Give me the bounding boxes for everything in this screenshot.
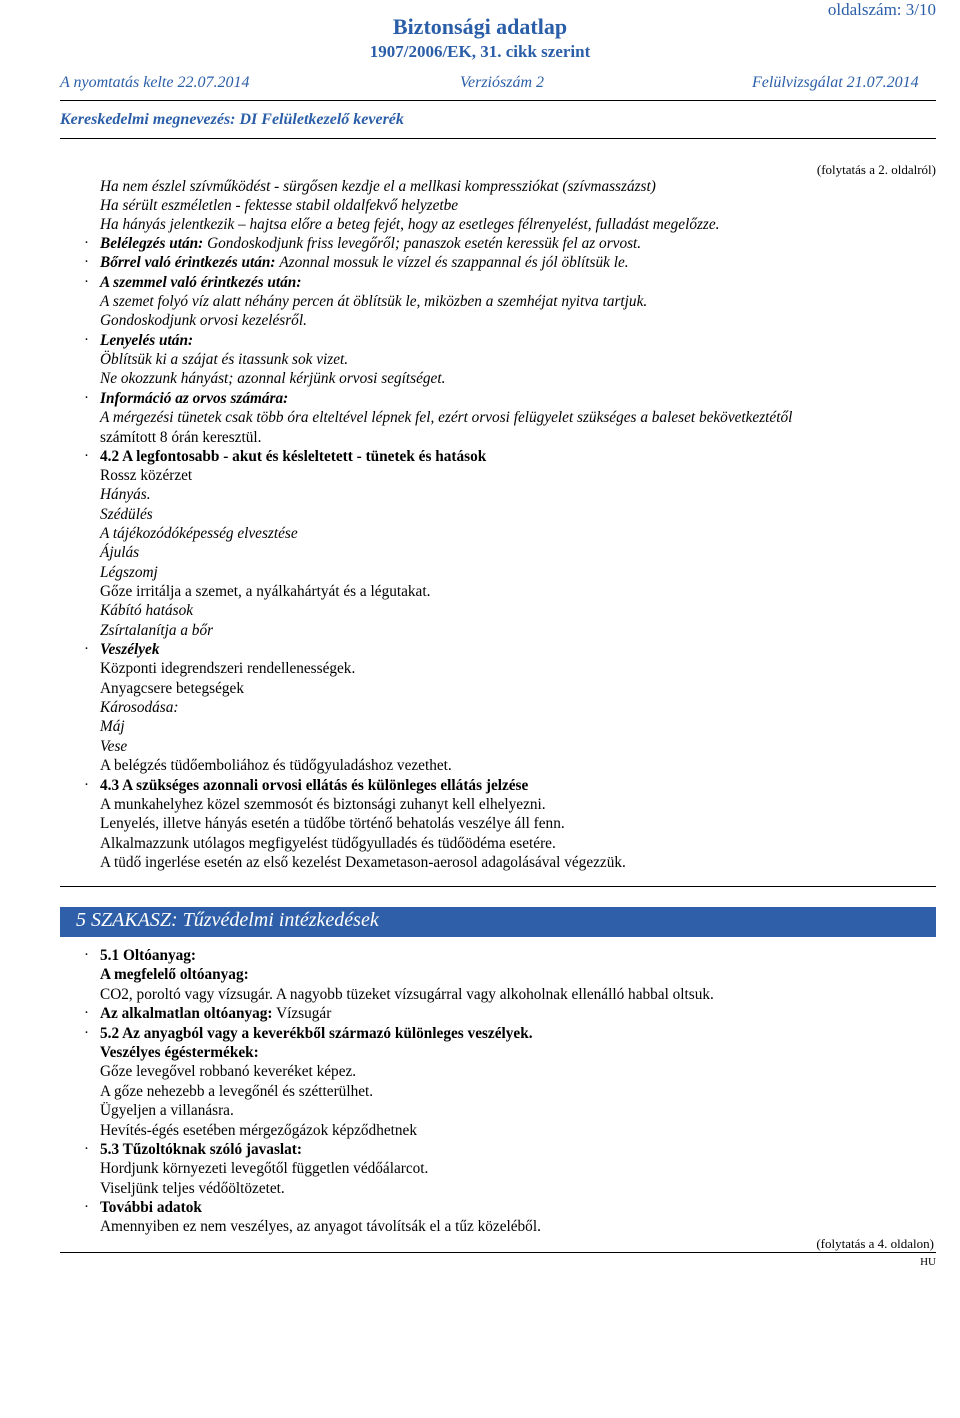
bullet: · xyxy=(84,777,89,793)
subsection-title: 3 A szükséges azonnali orvosi ellátás és különleges ellátás jelzése xyxy=(111,777,529,794)
recovery-position-instruction: Ha sérült eszméletlen - fektesse stabil oldalfekvő helyzetbe xyxy=(100,197,459,214)
suitable-media-text: CO2, poroltó vagy vízsugár. A nagyobb tüzeket vízsugárral vagy alkoholnak ellenálló habbal oltsuk. xyxy=(100,986,714,1003)
cpr-instruction: Ha nem észlel szívműködést - sürgősen kezdje el a mellkasi kompressziókat (szívmasszázst) xyxy=(100,178,656,195)
version-number: Verziószám 2 xyxy=(460,74,545,91)
doctor-info-text-2: számított 8 órán keresztül. xyxy=(100,429,262,446)
hazard-item: Központi idegrendszeri rendellenességek. xyxy=(100,660,356,677)
hazards-label: Veszélyek xyxy=(100,641,160,658)
symptom-item: Rossz közérzet xyxy=(100,467,193,484)
ingestion-text-1: Öblítsük ki a szájat és itassunk sok vizet. xyxy=(100,351,349,368)
bullet: · xyxy=(84,1199,89,1215)
bullet: · xyxy=(84,947,89,963)
combustion-products-label: Veszélyes égéstermékek: xyxy=(100,1044,259,1061)
bullet: · xyxy=(84,641,89,657)
subsection-4-3-heading xyxy=(100,776,528,795)
subsection-4-2-heading xyxy=(100,447,486,466)
skin-contact-text: Azonnal mossuk le vízzel és szappannal és jól öblítsük le. xyxy=(279,254,629,271)
combustion-item: Hevítés-égés esetében mérgezőgázok képződhetnek xyxy=(100,1122,417,1139)
combustion-item: A gőze nehezebb a levegőnél és szétterülhet. xyxy=(100,1083,374,1100)
subsection-5-3-heading: 5.3 Tűzoltóknak szóló javaslat: xyxy=(100,1141,302,1158)
combustion-item: Ügyeljen a villanásra. xyxy=(100,1102,234,1119)
symptom-item: Légszomj xyxy=(100,564,158,581)
page-number: oldalszám: 3/10 xyxy=(827,0,936,19)
subsection-5-1-heading: 5.1 Oltóanyag: xyxy=(100,947,197,964)
bullet: · xyxy=(84,448,89,464)
revision-date: Felülvizsgálat 21.07.2014 xyxy=(752,74,919,91)
symptom-item: Gőze irritálja a szemet, a nyálkahártyát és a légutakat. xyxy=(100,583,431,600)
skin-contact-item xyxy=(100,253,629,272)
combustion-item: Gőze levegővel robbanó keveréket képez. xyxy=(100,1063,357,1080)
inhalation-text: Gondoskodjunk friss levegőről; panaszok esetén keressük fel az orvost. xyxy=(207,235,642,252)
symptom-item: Szédülés xyxy=(100,506,153,523)
document-subtitle: 1907/2006/EK, 31. cikk szerint xyxy=(369,42,591,61)
symptom-item: A tájékozódóképesség elvesztése xyxy=(100,525,298,542)
bullet: · xyxy=(84,1005,89,1021)
print-date: A nyomtatás kelte 22.07.2014 xyxy=(60,74,250,91)
doctor-info-text-1: A mérgezési tünetek csak több óra elteltével lépnek fel, ezért orvosi felügyelet szükséges a baleset bekövetkeztétől xyxy=(100,409,793,426)
country-code: HU xyxy=(920,1256,936,1268)
hazard-item: Anyagcsere betegségek xyxy=(100,680,244,697)
inhalation-item xyxy=(100,234,641,253)
unsuitable-media-text: Vízsugár xyxy=(276,1005,332,1022)
symptom-item: Zsírtalanítja a bőr xyxy=(100,622,214,639)
symptom-item: Kábító hatások xyxy=(100,602,194,619)
symptom-item: Hányás. xyxy=(100,486,151,503)
doctor-info-label: Információ az orvos számára: xyxy=(100,390,289,407)
further-info-label: További adatok xyxy=(100,1199,202,1216)
hazard-item: Károsodása: xyxy=(100,699,179,716)
section-5-title: 5 SZAKASZ: Tűzvédelmi intézkedések xyxy=(76,909,379,931)
document-title: Biztonsági adatlap xyxy=(392,14,568,39)
continued-from-note: (folytatás a 2. oldalról) xyxy=(816,162,936,177)
unsuitable-media-label: Az alkalmatlan oltóanyag: xyxy=(100,1005,273,1022)
subsection-title: 2 A legfontosabb - akut és késleltetett - tünetek és hatások xyxy=(111,448,487,465)
hazard-item: A belégzés tüdőemboliához és tüdőgyuladáshoz vezethet. xyxy=(100,757,452,774)
treatment-item: A munkahelyhez közel szemmosót és biztonsági zuhanyt kell elhelyezni. xyxy=(100,796,546,813)
bullet: · xyxy=(84,235,89,251)
treatment-item: A tüdő ingerlése esetén az első kezelést Dexametason-aerosol adagolásával végezzük. xyxy=(100,854,626,871)
header-divider-2 xyxy=(60,138,936,139)
header-divider xyxy=(60,100,936,101)
subsection-number: 4. xyxy=(100,777,112,794)
subsection-number: 4. xyxy=(100,448,112,465)
hazard-item: Vese xyxy=(100,738,128,755)
hazard-item: Máj xyxy=(100,718,125,735)
bullet: · xyxy=(84,254,89,270)
eye-contact-label: A szemmel való érintkezés után: xyxy=(100,274,302,291)
continued-to-note: (folytatás a 4. oldalon) xyxy=(816,1236,934,1251)
firefighter-item: Hordjunk környezeti levegőtől független védőálarcot. xyxy=(100,1160,429,1177)
symptom-item: Ájulás xyxy=(100,544,140,561)
subsection-5-2-heading: 5.2 Az anyagból vagy a keverékből származó különleges veszélyek. xyxy=(100,1025,533,1042)
bullet: · xyxy=(84,274,89,290)
ingestion-text-2: Ne okozzunk hányást; azonnal kérjünk orvosi segítséget. xyxy=(100,370,446,387)
treatment-item: Lenyelés, illetve hányás esetén a tüdőbe történő behatolás veszélye áll fenn. xyxy=(100,815,565,832)
vomiting-instruction: Ha hányás jelentkezik – hajtsa előre a beteg fejét, hogy az esetleges félrenyelést, fulladást megelőzze. xyxy=(100,216,720,233)
unsuitable-media-item xyxy=(100,1004,331,1023)
treatment-item: Alkalmazzunk utólagos megfigyelést tüdőgyulladés és tüdőödéma esetére. xyxy=(100,835,556,852)
skin-contact-label: Bőrrel való érintkezés után: xyxy=(100,254,276,271)
eye-contact-text-1: A szemet folyó víz alatt néhány percen át öblítsük le, miközben a szemhéjat nyitva tartjuk. xyxy=(100,293,648,310)
bullet: · xyxy=(84,390,89,406)
suitable-media-label: A megfelelő oltóanyag: xyxy=(100,966,249,983)
section-divider xyxy=(60,886,936,887)
bullet: · xyxy=(84,1025,89,1041)
further-info-text: Amennyiben ez nem veszélyes, az anyagot távolítsák el a tűz közeléből. xyxy=(100,1218,541,1235)
ingestion-label: Lenyelés után: xyxy=(100,332,194,349)
inhalation-label: Belélegzés után: xyxy=(100,235,204,252)
eye-contact-text-2: Gondoskodjunk orvosi kezelésről. xyxy=(100,312,307,329)
bullet: · xyxy=(84,1141,89,1157)
firefighter-item: Viseljünk teljes védőöltözetet. xyxy=(100,1180,285,1197)
trade-name: Kereskedelmi megnevezés: DI Felületkezelő keverék xyxy=(60,111,404,128)
footer-divider xyxy=(60,1252,936,1253)
bullet: · xyxy=(84,332,89,348)
